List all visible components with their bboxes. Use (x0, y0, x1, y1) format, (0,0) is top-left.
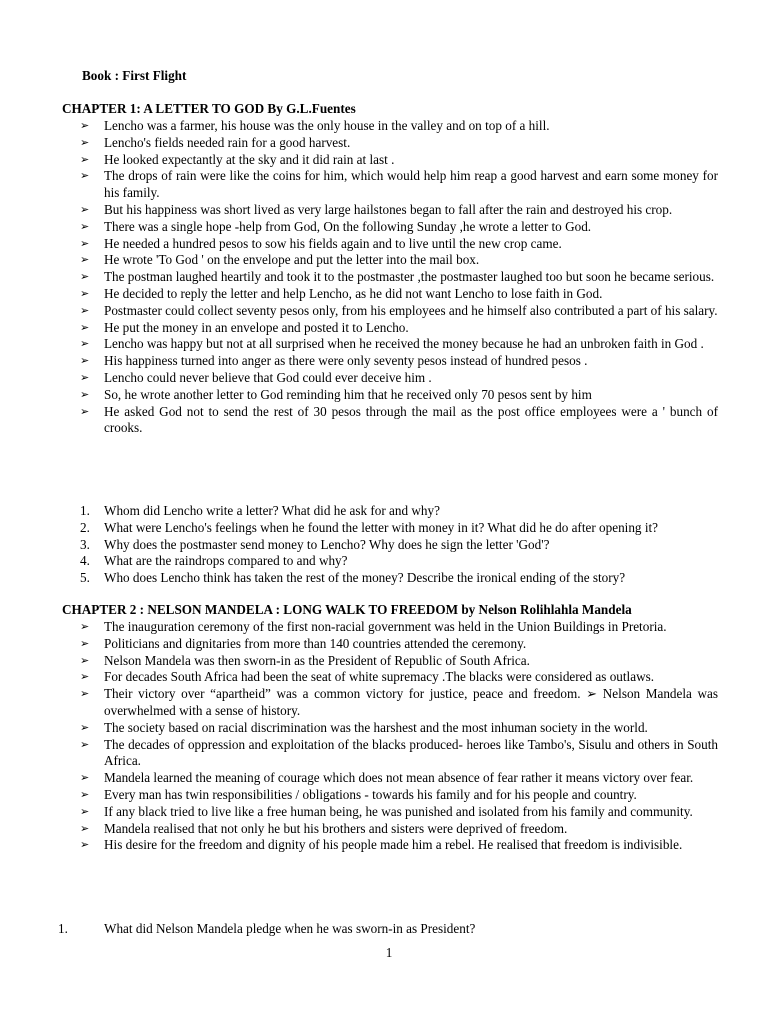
chapter-1-heading: CHAPTER 1: A LETTER TO GOD By G.L.Fuentes (62, 101, 356, 116)
chapter-1-summary-list (80, 118, 718, 437)
question-item (80, 553, 718, 570)
question-text: What are the raindrops compared to and why? (104, 553, 348, 569)
summary-point-text: The decades of oppression and exploitation of the blacks produced- heroes like Tambo's, Sisulu and others in South Africa. (104, 736, 718, 769)
summary-point (80, 236, 718, 253)
summary-point (80, 168, 718, 202)
bullet-arrow-icon: ➢ (80, 236, 90, 250)
bullet-arrow-icon: ➢ (80, 787, 90, 801)
bullet-arrow-icon: ➢ (80, 286, 90, 300)
bullet-arrow-icon: ➢ (80, 620, 90, 633)
summary-point (80, 269, 718, 286)
summary-point (80, 686, 718, 720)
summary-point-text: He wrote 'To God ' on the envelope and put the letter into the mail box. (104, 252, 480, 268)
summary-point-text: But his happiness was short lived as very large hailstones began to fall after the rain and destroyed his crop. (104, 201, 673, 217)
bullet-arrow-icon: ➢ (80, 387, 90, 401)
bullet-arrow-icon: ➢ (80, 370, 90, 384)
summary-point-text: Every man has twin responsibilities / obligations - towards his family and for his people and country. (104, 786, 637, 802)
summary-point-text: He decided to reply the letter and help Lencho, as he did not want Lencho to lose faith in God. (104, 285, 603, 301)
summary-point-text: His happiness turned into anger as there were only seventy pesos instead of hundred pesos . (104, 353, 588, 369)
summary-point-text: The society based on racial discrimination was the harshest and the most inhuman society in the world. (104, 719, 648, 735)
summary-point-text: His desire for the freedom and dignity of his people made him a rebel. He realised that freedom is indivisible. (104, 837, 683, 853)
summary-point (80, 353, 718, 370)
bullet-arrow-icon: ➢ (80, 636, 90, 650)
summary-point (80, 152, 718, 169)
question-text: Why does the postmaster send money to Lencho? Why does he sign the letter 'God'? (104, 536, 550, 552)
summary-point-text: He asked God not to send the rest of 30 pesos through the mail as the post office employees were a ' bunch of crooks. (104, 403, 718, 436)
summary-point-text: The postman laughed heartily and took it to the postmaster ,the postmaster laughed too but soon he became serious. (104, 269, 715, 285)
summary-point (80, 303, 718, 320)
question-number: 4. (80, 553, 90, 569)
summary-point (80, 837, 718, 854)
summary-point (80, 737, 718, 771)
question-item (80, 520, 718, 537)
summary-point (80, 669, 718, 686)
bullet-arrow-icon: ➢ (80, 354, 90, 368)
chapter-1-questions-list (80, 503, 718, 587)
summary-point (80, 320, 718, 337)
bullet-arrow-icon: ➢ (80, 821, 90, 835)
summary-point-text: If any black tried to live like a free human being, he was punished and isolated from his family and community. (104, 803, 693, 819)
summary-point-text: Nelson Mandela was then sworn-in as the President of Republic of South Africa. (104, 652, 530, 668)
chapter-2-summary-list (80, 619, 718, 854)
summary-point (80, 370, 718, 387)
summary-point (80, 118, 718, 135)
summary-point-text: He looked expectantly at the sky and it did rain at last . (104, 151, 395, 167)
bullet-arrow-icon: ➢ (80, 270, 90, 284)
bullet-arrow-icon: ➢ (80, 720, 90, 734)
summary-point-text: Mandela realised that not only he but his brothers and sisters were deprived of freedom. (104, 820, 568, 836)
summary-point-text: The drops of rain were like the coins for him, which would help him reap a good harvest and earn some money for his family. (104, 168, 718, 201)
bullet-arrow-icon: ➢ (80, 771, 90, 785)
summary-point (80, 821, 718, 838)
summary-point (80, 619, 718, 636)
summary-point-text: Mandela learned the meaning of courage which does not mean absence of fear rather it means victory over fear. (104, 770, 694, 786)
bullet-arrow-icon: ➢ (80, 653, 90, 667)
bullet-arrow-icon: ➢ (80, 320, 90, 334)
question-number: 2. (80, 519, 90, 535)
question-text: What did Nelson Mandela pledge when he was sworn-in as President? (104, 921, 476, 936)
summary-point-text: Lencho could never believe that God could ever deceive him . (104, 369, 432, 385)
summary-point (80, 336, 718, 353)
bullet-arrow-icon: ➢ (80, 202, 90, 216)
question-number: 1. (80, 503, 90, 518)
summary-point (80, 387, 718, 404)
summary-point-text: So, he wrote another letter to God reminding him that he received only 70 pesos sent by him (104, 386, 592, 402)
summary-point (80, 636, 718, 653)
question-text: Who does Lencho think has taken the rest of the money? Describe the ironical ending of the story? (104, 570, 626, 586)
page-number: 1 (385, 945, 393, 960)
question-text: Whom did Lencho write a letter? What did he ask for and why? (104, 503, 440, 518)
question-item (80, 503, 718, 520)
bullet-arrow-icon: ➢ (80, 337, 90, 351)
question-item (80, 570, 718, 587)
summary-point-text: Politicians and dignitaries from more than 140 countries attended the ceremony. (104, 635, 527, 651)
bullet-arrow-icon: ➢ (80, 119, 90, 132)
summary-point-text: He put the money in an envelope and posted it to Lencho. (104, 319, 409, 335)
summary-point (80, 770, 718, 787)
summary-point-text: Lencho was a farmer, his house was the only house in the valley and on top of a hill. (104, 118, 550, 133)
summary-point (80, 135, 718, 152)
chapter-2-heading: CHAPTER 2 : NELSON MANDELA : LONG WALK TO FREEDOM by Nelson Rolihlahla Mandela (62, 602, 632, 617)
chapter-2-question (58, 921, 718, 938)
summary-point-text: The inauguration ceremony of the first non-racial government was held in the Union Buildings in Pretoria. (104, 619, 667, 634)
bullet-arrow-icon: ➢ (80, 404, 90, 418)
bullet-arrow-icon: ➢ (80, 303, 90, 317)
question-number: 5. (80, 570, 90, 586)
bullet-arrow-icon: ➢ (80, 838, 90, 852)
bullet-arrow-icon: ➢ (80, 169, 90, 183)
summary-point-text: Lencho's fields needed rain for a good harvest. (104, 134, 351, 150)
summary-point (80, 804, 718, 821)
summary-point (80, 202, 718, 219)
summary-point (80, 404, 718, 438)
summary-point (80, 787, 718, 804)
question-number: 1. (58, 921, 68, 936)
bullet-arrow-icon: ➢ (80, 737, 90, 751)
summary-point-text: There was a single hope -help from God, On the following Sunday ,he wrote a letter to God. (104, 218, 592, 234)
summary-point (80, 653, 718, 670)
bullet-arrow-icon: ➢ (80, 152, 90, 166)
summary-point (80, 286, 718, 303)
summary-point-text: Postmaster could collect seventy pesos only, from his employees and he himself also contributed a part of his salary. (104, 302, 718, 318)
bullet-arrow-icon: ➢ (80, 670, 90, 684)
bullet-arrow-icon: ➢ (80, 219, 90, 233)
bullet-arrow-icon: ➢ (80, 804, 90, 818)
summary-point-text: He needed a hundred pesos to sow his fields again and to live until the new crop came. (104, 235, 562, 251)
summary-point (80, 720, 718, 737)
book-title: Book : First Flight (82, 68, 187, 83)
summary-point-text: Lencho was happy but not at all surprised when he received the money because he had an unbroken faith in God . (104, 336, 704, 352)
bullet-arrow-icon: ➢ (80, 253, 90, 267)
question-item (80, 537, 718, 554)
summary-point (80, 219, 718, 236)
bullet-arrow-icon: ➢ (80, 135, 90, 149)
bullet-arrow-icon: ➢ (80, 687, 90, 701)
summary-point-text: For decades South Africa had been the seat of white supremacy .The blacks were considered as outlaws. (104, 669, 655, 685)
summary-point-text: Their victory over “apartheid” was a common victory for justice, peace and freedom. ➢ Nelson Mandela was overwhelmed with a sense of history. (104, 686, 718, 718)
summary-point (80, 252, 718, 269)
question-text: What were Lencho's feelings when he found the letter with money in it? What did he do after opening it? (104, 519, 658, 535)
question-number: 3. (80, 536, 90, 552)
